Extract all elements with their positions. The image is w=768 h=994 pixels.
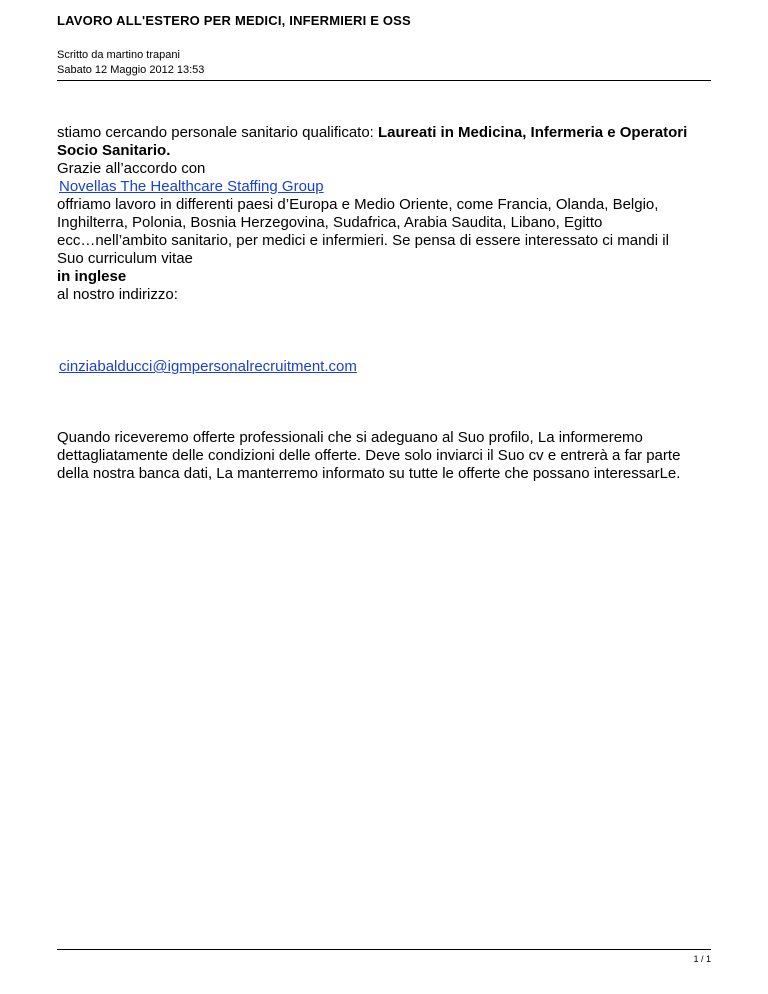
- offer-line: Inghilterra, Polonia, Bosnia Herzegovina, Sudafrica, Arabia Saudita, Libano, Egitto: [57, 214, 603, 231]
- intro-bold-text: Laureati in Medicina, Infermeria e Operatori: [378, 124, 688, 141]
- page-title: LAVORO ALL'ESTERO PER MEDICI, INFERMIERI E OSS: [57, 13, 411, 28]
- closing-line: della nostra banca dati, La manterremo informato su tutte le offerte che possano interessarLe.: [57, 465, 681, 482]
- offer-line: offriamo lavoro in differenti paesi d’Europa e Medio Oriente, come Francia, Olanda, Belgio,: [57, 196, 659, 213]
- closing-line: Quando riceveremo offerte professionali che si adeguano al Suo profilo, La informeremo: [57, 429, 643, 446]
- offer-line: ecc…nell’ambito sanitario, per medici e infermieri. Se pensa di essere interessato ci mandi il: [57, 232, 669, 249]
- address-intro: al nostro indirizzo:: [57, 286, 178, 303]
- agency-link[interactable]: Novellas The Healthcare Staffing Group: [59, 178, 324, 195]
- article-body-email: [57, 358, 711, 376]
- article-body-closing: [57, 429, 711, 483]
- intro-text: stiamo cercando personale sanitario qualificato:: [57, 124, 379, 141]
- email-link[interactable]: cinziabalducci@igmpersonalrecruitment.com: [59, 358, 357, 375]
- footer-divider: [57, 949, 711, 950]
- agreement-text: Grazie all’accordo con: [57, 160, 206, 177]
- language-note: in inglese: [57, 268, 127, 285]
- closing-line: dettagliatamente delle condizioni delle offerte. Deve solo inviarci il Suo cv e entrerà a far parte: [57, 447, 681, 464]
- article-body-intro: [57, 124, 711, 304]
- intro-bold-continuation: Socio Sanitario.: [57, 142, 171, 159]
- author-line: Scritto da martino trapani: [57, 49, 180, 61]
- page-number: 1 / 1: [693, 954, 711, 964]
- header-divider: [57, 80, 711, 81]
- intro-line: [57, 124, 711, 142]
- date-line: Sabato 12 Maggio 2012 13:53: [57, 64, 205, 76]
- offer-line: Suo curriculum vitae: [57, 250, 193, 267]
